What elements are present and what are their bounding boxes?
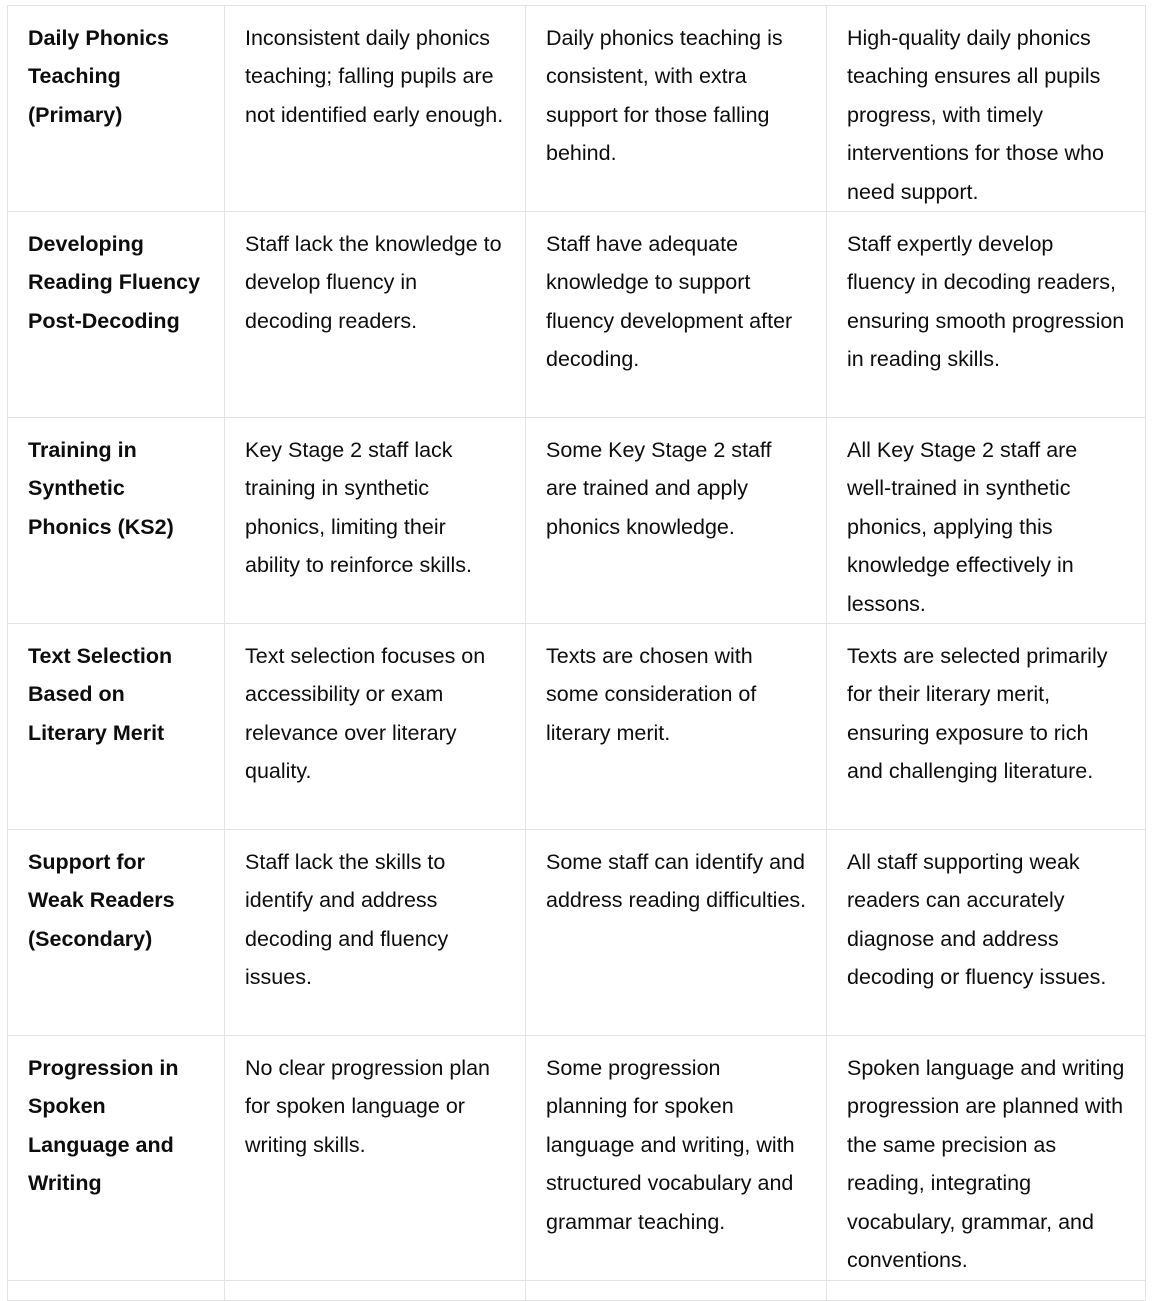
criterion-label: Progression in Spoken Language and Writing <box>28 1056 179 1196</box>
level-3-text: Staff expertly develop fluency in decoding readers, ensuring smooth progression in reading skills. <box>847 232 1125 372</box>
level-3-text: All Key Stage 2 staff are well-trained in synthetic phonics, applying this knowledge effectively in lessons. <box>847 438 1078 616</box>
level-1-cell <box>225 624 526 830</box>
partial-cell <box>225 1280 526 1300</box>
level-1-text: No clear progression plan for spoken language or writing skills. <box>245 1056 490 1157</box>
level-2-text: Some Key Stage 2 staff are trained and apply phonics knowledge. <box>546 438 772 539</box>
criterion-label: Support for Weak Readers (Secondary) <box>28 850 175 951</box>
level-1-text: Text selection focuses on accessibility or exam relevance over literary quality. <box>245 644 486 784</box>
criterion-cell <box>8 624 225 830</box>
level-3-cell <box>827 830 1146 1036</box>
table-row <box>8 418 1146 624</box>
level-1-cell <box>225 212 526 418</box>
criterion-cell <box>8 418 225 624</box>
level-3-text: High-quality daily phonics teaching ensures all pupils progress, with timely interventions for those who need support. <box>847 26 1104 204</box>
level-3-cell <box>827 212 1146 418</box>
level-2-text: Daily phonics teaching is consistent, with extra support for those falling behind. <box>546 26 783 166</box>
level-1-text: Key Stage 2 staff lack training in synthetic phonics, limiting their ability to reinforce skills. <box>245 438 473 578</box>
level-3-cell <box>827 1036 1146 1280</box>
level-2-cell <box>526 624 827 830</box>
table-row <box>8 830 1146 1036</box>
table-row <box>8 212 1146 418</box>
level-3-cell <box>827 418 1146 624</box>
criterion-label: Developing Reading Fluency Post-Decoding <box>28 232 201 333</box>
partial-cell <box>8 1280 225 1300</box>
level-1-text: Inconsistent daily phonics teaching; falling pupils are not identified early enough. <box>245 26 504 127</box>
level-1-cell <box>225 830 526 1036</box>
partial-cell <box>827 1280 1146 1300</box>
rubric-table <box>7 5 1146 1301</box>
level-2-text: Texts are chosen with some consideration of literary merit. <box>546 644 757 745</box>
level-2-cell <box>526 6 827 212</box>
table-row <box>8 6 1146 212</box>
level-1-cell <box>225 1036 526 1280</box>
table-row <box>8 1036 1146 1280</box>
rubric-table-container <box>7 5 1145 1301</box>
level-1-cell <box>225 418 526 624</box>
level-2-text: Staff have adequate knowledge to support fluency development after decoding. <box>546 232 793 372</box>
level-1-cell <box>225 6 526 212</box>
level-2-cell <box>526 212 827 418</box>
criterion-label: Daily Phonics Teaching (Primary) <box>28 26 169 127</box>
partial-cell <box>526 1280 827 1300</box>
criterion-cell <box>8 830 225 1036</box>
criterion-cell <box>8 1036 225 1280</box>
level-3-text: All staff supporting weak readers can accurately diagnose and address decoding or fluency issues. <box>847 850 1107 990</box>
criterion-label: Text Selection Based on Literary Merit <box>28 644 173 745</box>
level-3-text: Spoken language and writing progression are planned with the same precision as reading, integrating vocabulary, grammar, and conventions. <box>847 1056 1125 1273</box>
criterion-label: Training in Synthetic Phonics (KS2) <box>28 438 174 539</box>
level-1-text: Staff lack the skills to identify and address decoding and fluency issues. <box>245 850 449 990</box>
level-2-cell <box>526 1036 827 1280</box>
level-3-cell <box>827 6 1146 212</box>
level-3-cell <box>827 624 1146 830</box>
level-2-cell <box>526 830 827 1036</box>
level-3-text: Texts are selected primarily for their literary merit, ensuring exposure to rich and challenging literature. <box>847 644 1108 784</box>
criterion-cell <box>8 6 225 212</box>
table-row <box>8 624 1146 830</box>
level-1-text: Staff lack the knowledge to develop fluency in decoding readers. <box>245 232 502 333</box>
table-row-partial <box>8 1280 1146 1300</box>
level-2-cell <box>526 418 827 624</box>
level-2-text: Some staff can identify and address reading difficulties. <box>546 850 807 913</box>
criterion-cell <box>8 212 225 418</box>
level-2-text: Some progression planning for spoken language and writing, with structured vocabulary and grammar teaching. <box>546 1056 795 1234</box>
